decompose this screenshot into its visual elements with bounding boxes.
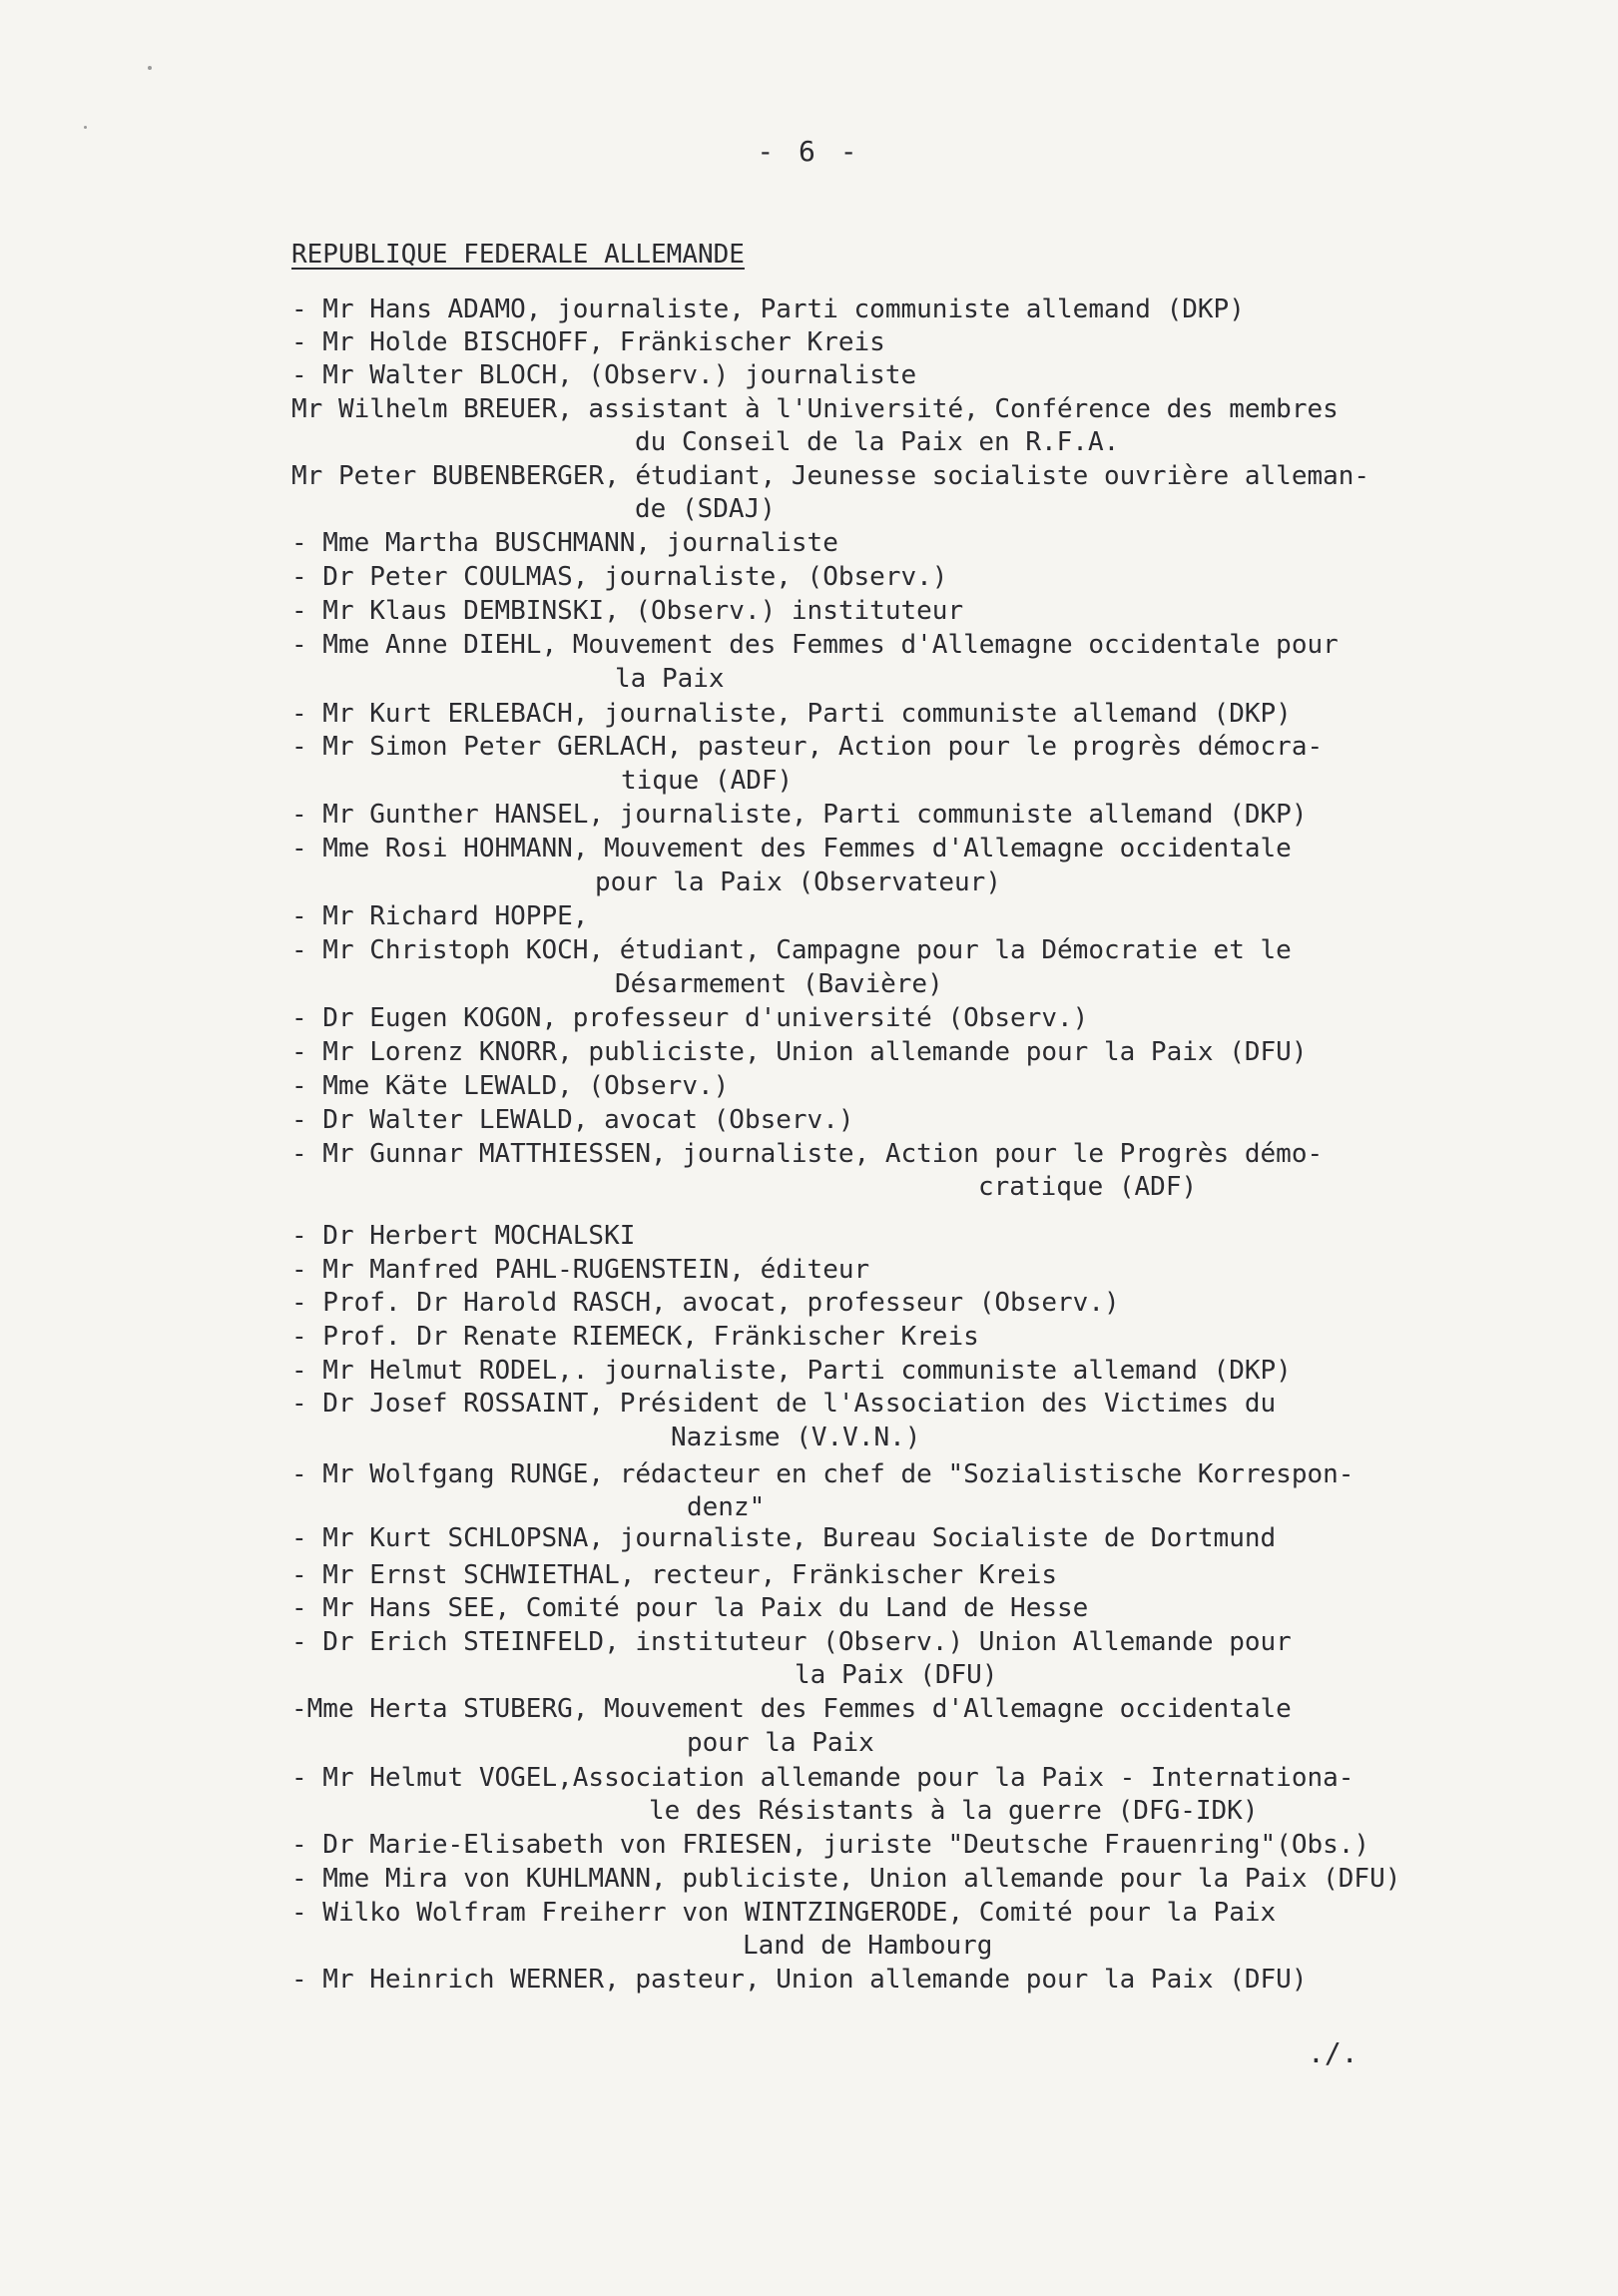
page-number: - 6 - — [757, 135, 861, 168]
list-item-continuation: la Paix — [615, 664, 725, 694]
list-item: - Mr Hans ADAMO, journaliste, Parti communiste allemand (DKP) — [291, 294, 1245, 324]
list-item: - Mr Manfred PAHL-RUGENSTEIN, éditeur — [291, 1255, 870, 1285]
list-item: - Dr Josef ROSSAINT, Président de l'Association des Victimes du — [291, 1389, 1277, 1419]
continuation-mark: ./. — [1308, 2036, 1358, 2069]
list-item: Mr Wilhelm BREUER, assistant à l'Université, Conférence des membres — [291, 394, 1339, 424]
section-heading: REPUBLIQUE FEDERALE ALLEMANDE — [291, 240, 745, 270]
list-item: - Mme Mira von KUHLMANN, publiciste, Union allemande pour la Paix (DFU) — [291, 1864, 1401, 1894]
list-item-continuation: pour la Paix — [687, 1728, 874, 1758]
list-item-continuation: Land de Hambourg — [743, 1931, 993, 1961]
paper-speck — [148, 66, 152, 70]
list-item: - Dr Peter COULMAS, journaliste, (Observ.) — [291, 562, 948, 592]
list-item: - Mr Kurt ERLEBACH, journaliste, Parti communiste allemand (DKP) — [291, 699, 1292, 729]
list-item: - Mme Käte LEWALD, (Observ.) — [291, 1071, 730, 1101]
list-item: - Mr Hans SEE, Comité pour la Paix du Land de Hesse — [291, 1593, 1089, 1623]
list-item-continuation: pour la Paix (Observateur) — [595, 867, 1001, 897]
list-item: - Mr Kurt SCHLOPSNA, journaliste, Bureau Socialiste de Dortmund — [291, 1523, 1277, 1553]
list-item: - Mme Anne DIEHL, Mouvement des Femmes d'Allemagne occidentale pour — [291, 630, 1339, 660]
list-item: - Prof. Dr Renate RIEMECK, Fränkischer Kreis — [291, 1322, 979, 1352]
list-item-continuation: Désarmement (Bavière) — [615, 969, 943, 999]
list-item: - Mr Heinrich WERNER, pasteur, Union allemande pour la Paix (DFU) — [291, 1965, 1308, 1995]
list-item-continuation: cratique (ADF) — [978, 1172, 1198, 1202]
list-item: - Prof. Dr Harold RASCH, avocat, professeur (Observ.) — [291, 1288, 1120, 1318]
list-item: - Dr Herbert MOCHALSKI — [291, 1221, 636, 1251]
list-item: - Dr Eugen KOGON, professeur d'université (Observ.) — [291, 1003, 1089, 1033]
list-item-continuation: Nazisme (V.V.N.) — [671, 1423, 921, 1452]
list-item-continuation: la Paix (DFU) — [795, 1660, 998, 1690]
list-item-continuation: le des Résistants à la guerre (DFG-IDK) — [649, 1796, 1259, 1826]
list-item: - Mr Walter BLOCH, (Observ.) journaliste — [291, 360, 917, 390]
paper-speck — [84, 126, 87, 129]
list-item: -Mme Herta STUBERG, Mouvement des Femmes d'Allemagne occidentale — [291, 1694, 1292, 1724]
list-item: - Mr Richard HOPPE, — [291, 901, 589, 931]
list-item: - Mr Gunther HANSEL, journaliste, Parti communiste allemand (DKP) — [291, 800, 1308, 830]
list-item: - Mr Klaus DEMBINSKI, (Observ.) instituteur — [291, 596, 964, 626]
list-item: - Mr Holde BISCHOFF, Fränkischer Kreis — [291, 327, 885, 357]
list-item: - Dr Marie-Elisabeth von FRIESEN, juriste "Deutsche Frauenring"(Obs.) — [291, 1830, 1370, 1860]
list-item: - Mr Gunnar MATTHIESSEN, journaliste, Action pour le Progrès démo- — [291, 1139, 1324, 1169]
list-item: - Mr Christoph KOCH, étudiant, Campagne pour la Démocratie et le — [291, 935, 1292, 965]
list-item: - Mr Helmut RODEL,. journaliste, Parti communiste allemand (DKP) — [291, 1356, 1292, 1386]
list-item: - Mr Helmut VOGEL,Association allemande pour la Paix - Internationa- — [291, 1763, 1354, 1793]
list-item-continuation: tique (ADF) — [621, 766, 794, 796]
list-item: - Mr Simon Peter GERLACH, pasteur, Action pour le progrès démocra- — [291, 732, 1324, 762]
list-item-continuation: de (SDAJ) — [635, 494, 776, 524]
list-item: Mr Peter BUBENBERGER, étudiant, Jeunesse socialiste ouvrière alleman- — [291, 461, 1370, 491]
list-item: - Dr Walter LEWALD, avocat (Observ.) — [291, 1105, 854, 1135]
list-item: - Mme Martha BUSCHMANN, journaliste — [291, 528, 838, 558]
list-item: - Mr Ernst SCHWIETHAL, recteur, Fränkischer Kreis — [291, 1560, 1058, 1590]
list-item: - Mr Wolfgang RUNGE, rédacteur en chef de "Sozialistische Korrespon- — [291, 1459, 1354, 1489]
list-item: - Mr Lorenz KNORR, publiciste, Union allemande pour la Paix (DFU) — [291, 1037, 1308, 1067]
list-item: - Mme Rosi HOHMANN, Mouvement des Femmes d'Allemagne occidentale — [291, 834, 1292, 863]
list-item-continuation: du Conseil de la Paix en R.F.A. — [635, 427, 1120, 457]
list-item-continuation: denz" — [687, 1492, 766, 1522]
list-item: - Wilko Wolfram Freiherr von WINTZINGERODE, Comité pour la Paix — [291, 1898, 1277, 1928]
list-item: - Dr Erich STEINFELD, instituteur (Observ.) Union Allemande pour — [291, 1627, 1292, 1657]
